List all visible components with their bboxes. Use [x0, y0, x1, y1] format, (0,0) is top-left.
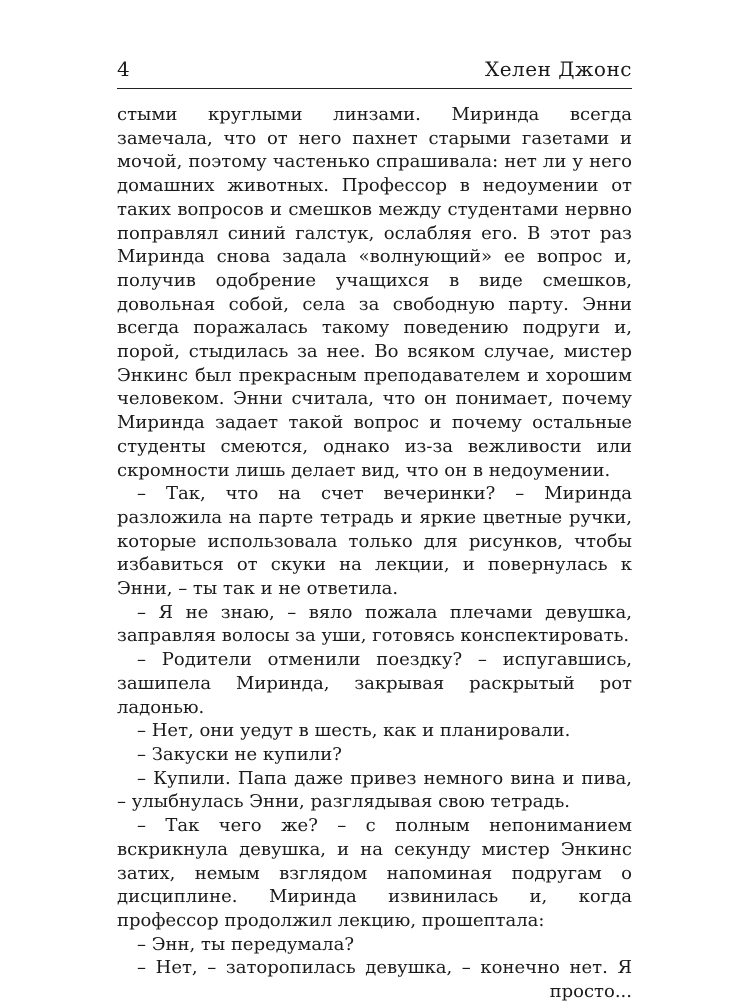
paragraph: – Родители отменили поездку? – испугавшись, зашипела Миринда, закрывая раскрытый рот ладонью.	[117, 649, 632, 718]
running-head-author: Хелен Джонс	[484, 57, 632, 81]
body-text	[117, 103, 632, 1004]
running-header	[117, 56, 632, 89]
paragraph: – Купили. Папа даже привез немного вина и пива, – улыбнулась Энни, разглядывая свою тетрадь.	[117, 767, 632, 813]
page-number: 4	[117, 57, 131, 81]
paragraph: – Закуски не купили?	[137, 743, 342, 765]
paragraph: – Энн, ты передумала?	[137, 933, 354, 955]
paragraph: – Так, что на счет вечеринки? – Миринда разложила на парте тетрадь и яркие цветные ручки, которые использовала только для рисунков, чтобы избавиться от скуки на лекции, и повернулась к Энни, – ты так и не ответила.	[117, 483, 632, 600]
paragraph: – Нет, – заторопилась девушка, – конечно нет. Я просто...	[137, 957, 632, 1003]
paragraph: – Так чего же? – с полным непониманием вскрикнула девушка, и на секунду мистер Энкинс затих, немым взглядом напоминая подругам о дисциплине. Миринда извинилась и, когда профессор продолжил лекцию, прошептала:	[117, 815, 632, 931]
book-page	[117, 56, 632, 1004]
paragraph: – Нет, они уедут в шесть, как и планировали.	[137, 720, 571, 742]
paragraph: – Я не знаю, – вяло пожала плечами девушка, заправляя волосы за уши, готовясь конспектировать.	[117, 601, 632, 647]
paragraph: стыми круглыми линзами. Миринда всегда замечала, что от него пахнет старыми газетами и мочой, поэтому частенько спрашивала: нет ли у него домашних животных. Профессор в недоумении от таких вопросов и смешков между студентами нервно поправлял синий галстук, ослабляя его. В этот раз Миринда снова задала «волнующий» ее вопрос и, получив одобрение учащихся в виде смешков, довольная собой, села за свободную парту. Энни всегда поражалась такому поведению подруги и, порой, стыдилась за нее. Во всяком случае, мистер Энкинс был прекрасным преподавателем и хорошим человеком. Энни считала, что он понимает, почему Миринда задает такой вопрос и почему остальные студенты смеются, однако из-за вежливости или скромности лишь делает вид, что он в недоумении.	[117, 104, 632, 481]
